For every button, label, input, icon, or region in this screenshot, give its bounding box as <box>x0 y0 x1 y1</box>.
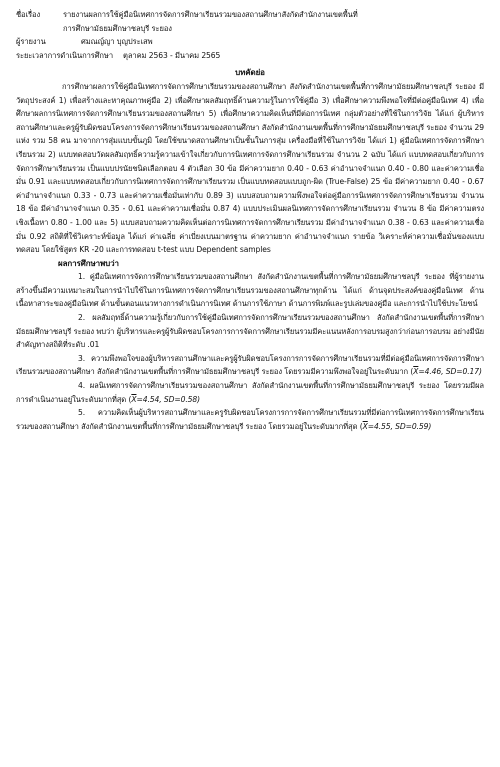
finding-item-5-stats: =4.55, SD=0.59) <box>367 421 432 431</box>
finding-item-4-stats: =4.54, SD=0.58) <box>136 394 200 404</box>
finding-item-3-paren: ( <box>410 367 414 377</box>
finding-item-5-text: 5. ความคิดเห็นผู้บริหารสถานศึกษาและครูรับผิดชอบโครงการการจัดการศึกษาเรียนรวมที่มีต่อการนิเทศการจัดการศึกษาเรียนรวมของสถานศึกษา สังกัดสำนักงานเขตพื้นที่การศึกษามัธยมศึกษาชลบุรี ระยอง โดยรวมอยู่ในระดับมากที่สุด <box>16 408 484 431</box>
reporter-row <box>16 35 484 49</box>
finding-item-4-text: 4. ผลนิเทศการจัดการศึกษาเรียนรวมของสถานศึกษา สังกัดสำนักงานเขตพื้นที่การศึกษามัธยมศึกษาชลบุรี ระยอง โดยรวมมีผลการดำเนินงานอยู่ในระดับมากที่สุด <box>16 381 484 404</box>
abstract-title: บทคัดย่อ <box>235 68 265 78</box>
finding-item-3 <box>16 352 484 379</box>
reporter-value: ศมณญ์ญา บุญประเสพ <box>81 37 153 47</box>
finding-item-4-paren: ( <box>128 394 132 404</box>
period-label: ระยะเวลาการดำเนินการศึกษา <box>16 50 114 60</box>
period-row <box>16 49 484 63</box>
subject-row <box>16 8 484 22</box>
finding-item-5-paren: ( <box>359 421 363 431</box>
mean-symbol: $\overline{X}$ <box>413 367 419 377</box>
finding-item-5 <box>16 406 484 433</box>
subject-value: รายงานผลการใช้คู่มือนิเทศการจัดการศึกษาเรียนรวมของสถานศึกษาสังกัดสำนักงานเขตพื้นที่ <box>63 10 358 19</box>
reporter-label: ผู้รายงาน <box>16 37 46 47</box>
findings-title: ผลการศึกษาพบว่า <box>58 258 119 268</box>
finding-item-4 <box>16 379 484 406</box>
finding-item-3-stats: =4.46, SD=0.17) <box>418 367 482 377</box>
finding-item-3-text: 3. ความพึงพอใจของผู้บริหารสถานศึกษาและครูผู้รับผิดชอบโครงการการจัดการศึกษาเรียนรวมที่มีต่อคู่มือนิเทศการจัดการศึกษาเรียนรวมของสถานศึกษา สังกัดสำนักงานเขตพื้นที่การศึกษามัธยมศึกษาชลบุรี ระยอง โดยรวมมีความพึงพอใจอยู่ในระดับมาก <box>16 353 484 377</box>
period-value: ตุลาคม 2563 - มีนาคม 2565 <box>123 50 221 60</box>
finding-item-2: 2. ผลสัมฤทธิ์ด้านความรู้เกี่ยวกับการใช้คู่มือนิเทศการจัดการศึกษาเรียนรวมของสถานศึกษา สังกัดสำนักงานเขตพื้นที่การศึกษามัธยมศึกษาชลบุรี ระยอง พบว่า ผู้บริหารและครูผู้รับผิดชอบโครงการการจัดการศึกษาเรียนรวมมีคะแนนหลังการอบรมสูงกว่าก่อนการอบรม อย่างมีนัยสำคัญทางสถิติที่ระดับ .01 <box>16 313 484 350</box>
mean-symbol: $\overline{X}$ <box>362 421 368 431</box>
subject-value-continued: การศึกษามัธยมศึกษาชลบุรี ระยอง <box>63 23 172 33</box>
finding-item-1: 1. คู่มือนิเทศการจัดการศึกษาเรียนรวมของสถานศึกษา สังกัดสำนักงานเขตพื้นที่การศึกษามัธยมศึกษาชลบุรี ระยอง ที่ผู้รายงานสร้างขึ้นมีความเหมาะสมในการนำไปใช้ในการนิเทศการจัดการศึกษาเรียนรวมของสถานศึกษาทุกด้าน ได้แก่ ด้านจุดประสงค์ของคู่มือนิเทศ ด้านเนื้อหาสาระของคู่มือนิเทศ ด้านขั้นตอนแนวทางการดำเนินการนิเทศ ด้านการใช้ภาษา ด้านการพิมพ์และรูปเล่มของคู่มือ และการนำไปใช้ประโยชน์ <box>16 272 484 309</box>
subject-row-continued <box>16 22 484 36</box>
subject-label: ชื่อเรื่อง <box>16 10 41 19</box>
abstract-body: การศึกษาผลการใช้คู่มือนิเทศการจัดการศึกษาเรียนรวมของสถานศึกษา สังกัดสำนักงานเขตพื้นที่การศึกษามัธยมศึกษาชลบุรี ระยอง มีวัตถุประสงค์ 1) เพื่อสร้างและหาคุณภาพคู่มือ 2) เพื่อศึกษาผลสัมฤทธิ์ด้านความรู้ในการใช้คู่มือ 3) เพื่อศึกษาความพึงพอใจที่มีต่อคู่มือนิเทศ 4) เพื่อศึกษาผลการนิเทศการจัดการศึกษาเรียนรวมของสถานศึกษา 5) เพื่อศึกษาความคิดเห็นที่มีต่อการนิเทศ กลุ่มตัวอย่างที่ใช้ในการวิจัย ได้แก่ ผู้บริหารสถานศึกษาและครูผู้รับผิดชอบโครงการจัดการศึกษาเรียนรวมของสถานศึกษา สังกัดสำนักงานเขตพื้นที่การศึกษามัธยมศึกษาชลบุรี ระยอง จำนวน 29 แห่ง รวม 58 คน มาจากการสุ่มแบบขั้นภูมิ โดยใช้ขนาดสถานศึกษาเป็นชั้นในการสุ่ม เครื่องมือที่ใช้ในการวิจัย ได้แก่ 1) คู่มือนิเทศการจัดการศึกษาเรียนรวม 2) แบบทดสอบวัดผลสัมฤทธิ์ความรู้ความเข้าใจเกี่ยวกับการนิเทศการจัดการศึกษาเรียนรวม จำนวน 2 ฉบับ ได้แก่ แบบทดสอบเกี่ยวกับการจัดการศึกษาเรียนรวม เป็นแบบปรนัยชนิดเลือกตอบ 4 ตัวเลือก 30 ข้อ มีค่าความยาก 0.40 - 0.63 ค่าอำนาจจำแนก 0.40 - 0.80 และค่าความเชื่อมั่น 0.91 และแบบทดสอบเกี่ยวกับการนิเทศการจัดการศึกษาเรียนรวม เป็นแบบทดสอบแบบถูก-ผิด (True-False) 25 ข้อ มีค่าความยาก 0.40 - 0.67 ค่าอำนาจจำแนก 0.33 - 0.73 และค่าความเชื่อมั่นเท่ากับ 0.89 3) แบบสอบถามความพึงพอใจต่อคู่มือการนิเทศการจัดการศึกษาเรียนรวม จำนวน 18 ข้อ มีค่าอำนาจจำแนก 0.35 - 0.61 และค่าความเชื่อมั่น 0.87 4) แบบประเมินผลนิเทศการจัดการศึกษาเรียนรวม จำนวน 8 ข้อ มีค่าความตรงเชิงเนื้อหา 0.80 - 1.00 และ 5) แบบสอบถามความคิดเห็นต่อการนิเทศการจัดการศึกษาเรียนรวม มีค่าอำนาจจำแนก 0.38 - 0.63 และค่าความเชื่อมั่น 0.92 สถิติที่ใช้วิเคราะห์ข้อมูล ได้แก่ ค่าเฉลี่ย ค่าเบี่ยงเบนมาตรฐาน ค่าความยาก ค่าอำนาจจำแนก รายข้อ วิเคราะห์ค่าความเชื่อมั่นของแบบทดสอบ โดยใช้สูตร KR -20 และการทดสอบ t-test แบบ Dependent samples <box>16 81 484 255</box>
mean-symbol: $\overline{X}$ <box>131 394 137 404</box>
